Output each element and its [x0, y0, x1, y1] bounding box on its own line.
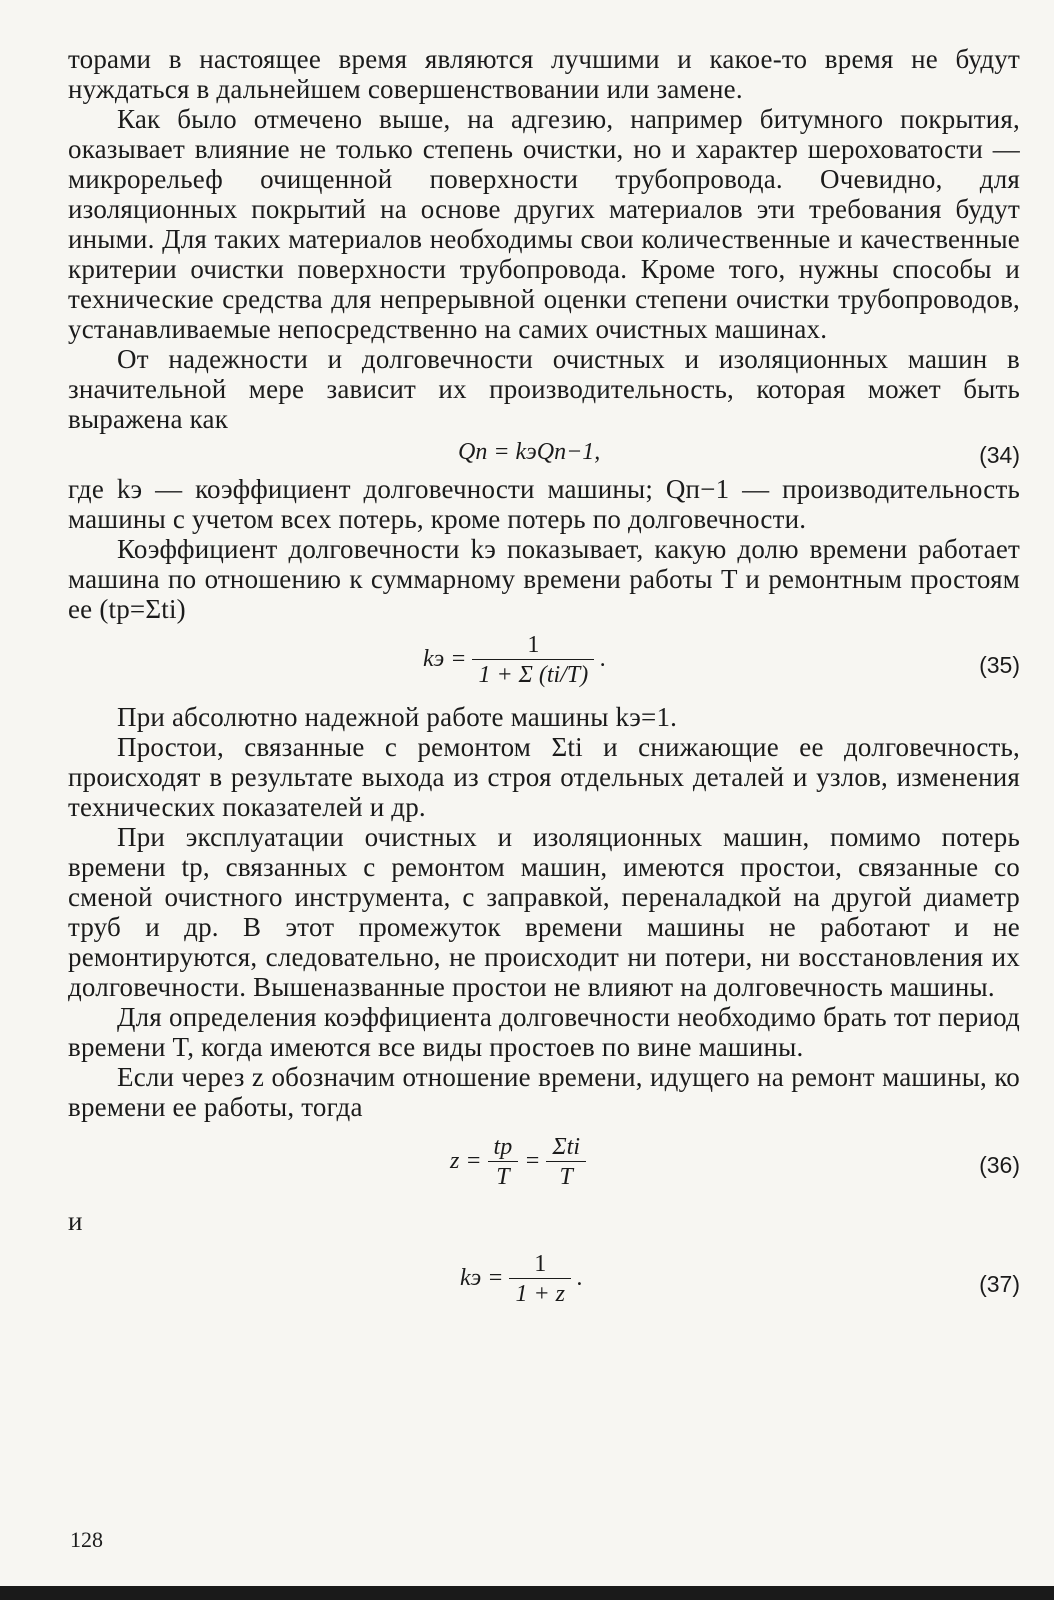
formula-35-denominator: 1 + Σ (ti/T) [472, 659, 594, 689]
formula-35-fraction [472, 632, 594, 689]
formula-37-number: (37) [979, 1271, 1020, 1297]
paragraph-2: Как было отмечено выше, на адгезию, например битумного покрытия, оказывает влияние не только степень очистки, но и характер шероховатости — микрорельеф очищенной поверхности трубопровода. Очевидно, для изоляционных покрытий на основе других материалов эти требования будут иными. Для таких материалов необходимы свои количественные и качественные критерии очистки поверхности трубопровода. Кроме того, нужны способы и технические средства для непрерывной оценки степени очистки трубопроводов, устанавливаемые непосредственно на самих очистных машинах. [68, 104, 1020, 344]
paragraph-1: торами в настоящее время являются лучшими и какое-то время не будут нуждаться в дальнейшем совершенствовании или замене. [68, 44, 1020, 104]
formula-36-lhs: z = [450, 1148, 482, 1175]
paragraph-7: Простои, связанные с ремонтом Σti и снижающие ее долговечность, происходят в результате выхода из строя отдельных деталей и узлов, изменения технических показателей и др. [68, 732, 1020, 822]
paragraph-4: где kэ — коэффициент долговечности машины; Qп−1 — производительность машины с учетом всех потерь, кроме потерь по долговечности. [68, 474, 1020, 534]
paragraph-9: Для определения коэффициента долговечности необходимо брать тот период времени T, когда имеются все виды простоев по вине машины. [68, 1002, 1020, 1062]
formula-37-lhs: kэ = [460, 1265, 504, 1292]
formula-35-number: (35) [979, 652, 1020, 678]
formula-35-lhs: kэ = [423, 646, 467, 673]
paragraph-6: При абсолютно надежной работе машины kэ=1. [117, 702, 678, 732]
formula-36-number: (36) [979, 1152, 1020, 1178]
formula-35-tail: . [600, 646, 607, 673]
formula-37 [68, 1243, 1020, 1323]
formula-37-numerator: 1 [534, 1251, 547, 1277]
formula-37-denominator: 1 + z [509, 1278, 571, 1308]
paragraph-10: Если через z обозначим отношение времени, идущего на ремонт машины, ко времени ее работы, тогда [68, 1062, 1020, 1122]
formula-36-fraction-1 [488, 1134, 519, 1191]
formula-34-number: (34) [979, 442, 1020, 468]
formula-36-denominator-1: T [488, 1161, 519, 1191]
formula-36-equals: = [524, 1148, 541, 1175]
page-number: 128 [70, 1527, 103, 1552]
formula-35 [68, 624, 1020, 702]
conjunction-and: и [68, 1206, 83, 1236]
formula-37-tail: . [576, 1265, 583, 1292]
formula-37-fraction [509, 1251, 571, 1308]
formula-34 [68, 434, 1020, 474]
formula-36-fraction-2 [546, 1134, 586, 1191]
paragraph-5: Коэффициент долговечности kэ показывает, какую долю времени работает машина по отношению к суммарному времени работы T и ремонтным простоям ее (tр=Σti) [68, 534, 1020, 624]
formula-35-numerator: 1 [527, 632, 540, 658]
page-body [68, 44, 1020, 1323]
formula-36-numerator-2: Σti [552, 1134, 581, 1160]
formula-36-denominator-2: T [546, 1161, 586, 1191]
bottom-scan-border [0, 1586, 1054, 1600]
formula-36-numerator-1: tр [493, 1134, 513, 1160]
paragraph-3: От надежности и долговечности очистных и изоляционных машин в значительной мере зависит их производительность, которая может быть выражена как [68, 344, 1020, 434]
formula-34-expression: Qп = kэQп−1, [458, 439, 601, 465]
paragraph-8: При эксплуатации очистных и изоляционных машин, помимо потерь времени tр, связанных с ремонтом машин, имеются простои, связанные со сменой очистного инструмента, с заправкой, переналадкой на другой диаметр труб и др. В этот промежуток времени машины не работают и не ремонтируются, следовательно, не происходит ни потери, ни восстановления их долговечности. Вышеназванные простои не влияют на долговечность машины. [68, 822, 1020, 1002]
formula-36 [68, 1122, 1020, 1204]
